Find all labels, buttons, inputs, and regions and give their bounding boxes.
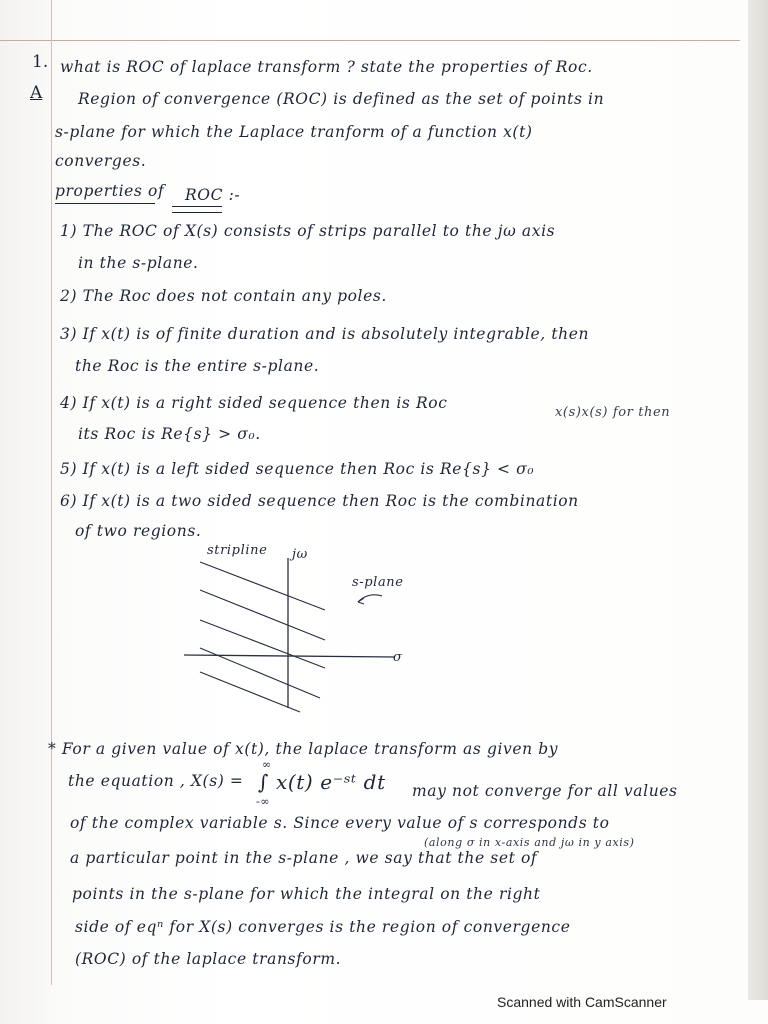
property-4-scribble: x(s)x(s) for then xyxy=(555,405,671,420)
heading-double-underline xyxy=(172,206,222,213)
splane-arrow xyxy=(358,595,382,602)
property-6-line-2: of two regions. xyxy=(75,522,202,540)
scanner-watermark: Scanned with CamScanner xyxy=(497,994,667,1010)
integral-lower-limit: -∞ xyxy=(256,795,271,808)
property-4-line-1: 4) If x(t) is a right sided sequence then is Roc xyxy=(60,394,448,412)
label-jw: jω xyxy=(292,547,308,562)
note-line-1: * For a given value of x(t), the laplace transform as given by xyxy=(48,740,559,758)
answer-line-3: converges. xyxy=(55,152,147,170)
label-stripline: stripline xyxy=(207,543,268,558)
strip-line xyxy=(200,590,325,640)
property-6-line-1: 6) If x(t) is a two sided sequence then Roc is the combination xyxy=(60,492,579,510)
properties-heading-roc: ROC :- xyxy=(185,186,241,204)
property-2-line-1: 2) The Roc does not contain any poles. xyxy=(60,287,387,305)
note-line-2b: may not converge for all values xyxy=(412,782,678,800)
answer-marker: A xyxy=(30,83,43,103)
note-line-5: points in the s-plane for which the integral on the right xyxy=(72,885,541,903)
note-line-3: of the complex variable s. Since every value of s corresponds to xyxy=(70,814,610,832)
page-edge-shadow xyxy=(748,0,768,1000)
strip-line xyxy=(200,672,300,712)
property-3-line-2: the Roc is the entire s-plane. xyxy=(75,357,320,375)
heading-underline xyxy=(55,203,155,204)
property-5-line-1: 5) If x(t) is a left sided sequence then Roc is Re{s} < σ₀ xyxy=(60,460,535,478)
top-rule xyxy=(0,40,740,41)
label-sigma: σ xyxy=(393,650,403,665)
strip-line xyxy=(200,620,325,668)
integral-expression: ∫ x(t) e⁻ˢᵗ dt xyxy=(258,770,386,794)
property-3-line-1: 3) If x(t) is of finite duration and is absolutely integrable, then xyxy=(60,325,590,343)
integral-upper-limit: ∞ xyxy=(262,758,272,771)
note-line-6: side of eqⁿ for X(s) converges is the region of convergence xyxy=(75,918,571,936)
margin-rule xyxy=(51,0,52,985)
strip-line xyxy=(200,562,325,610)
note-line-7: (ROC) of the laplace transform. xyxy=(75,950,342,968)
label-splane: s-plane xyxy=(352,575,404,590)
strip-diagram-svg xyxy=(170,540,430,720)
note-line-4: a particular point in the s-plane , we say that the set of xyxy=(70,849,538,867)
question-number: 1. xyxy=(32,52,49,72)
strip-diagram xyxy=(170,540,430,720)
question-text: what is ROC of laplace transform ? state the properties of Roc. xyxy=(60,58,593,76)
note-line-2a: the equation , X(s) = xyxy=(68,772,244,790)
note-insert: (along σ in x-axis and jω in y axis) xyxy=(424,836,635,849)
property-1-line-2: in the s-plane. xyxy=(78,254,199,272)
answer-line-2: s-plane for which the Laplace tranform of a function x(t) xyxy=(55,123,533,141)
property-1-line-1: 1) The ROC of X(s) consists of strips parallel to the jω axis xyxy=(60,222,556,240)
property-4-line-2: its Roc is Re{s} > σ₀. xyxy=(78,425,261,443)
properties-heading: properties of xyxy=(55,182,165,200)
sigma-axis xyxy=(184,655,395,657)
answer-line-1: Region of convergence (ROC) is defined as the set of points in xyxy=(78,90,605,108)
